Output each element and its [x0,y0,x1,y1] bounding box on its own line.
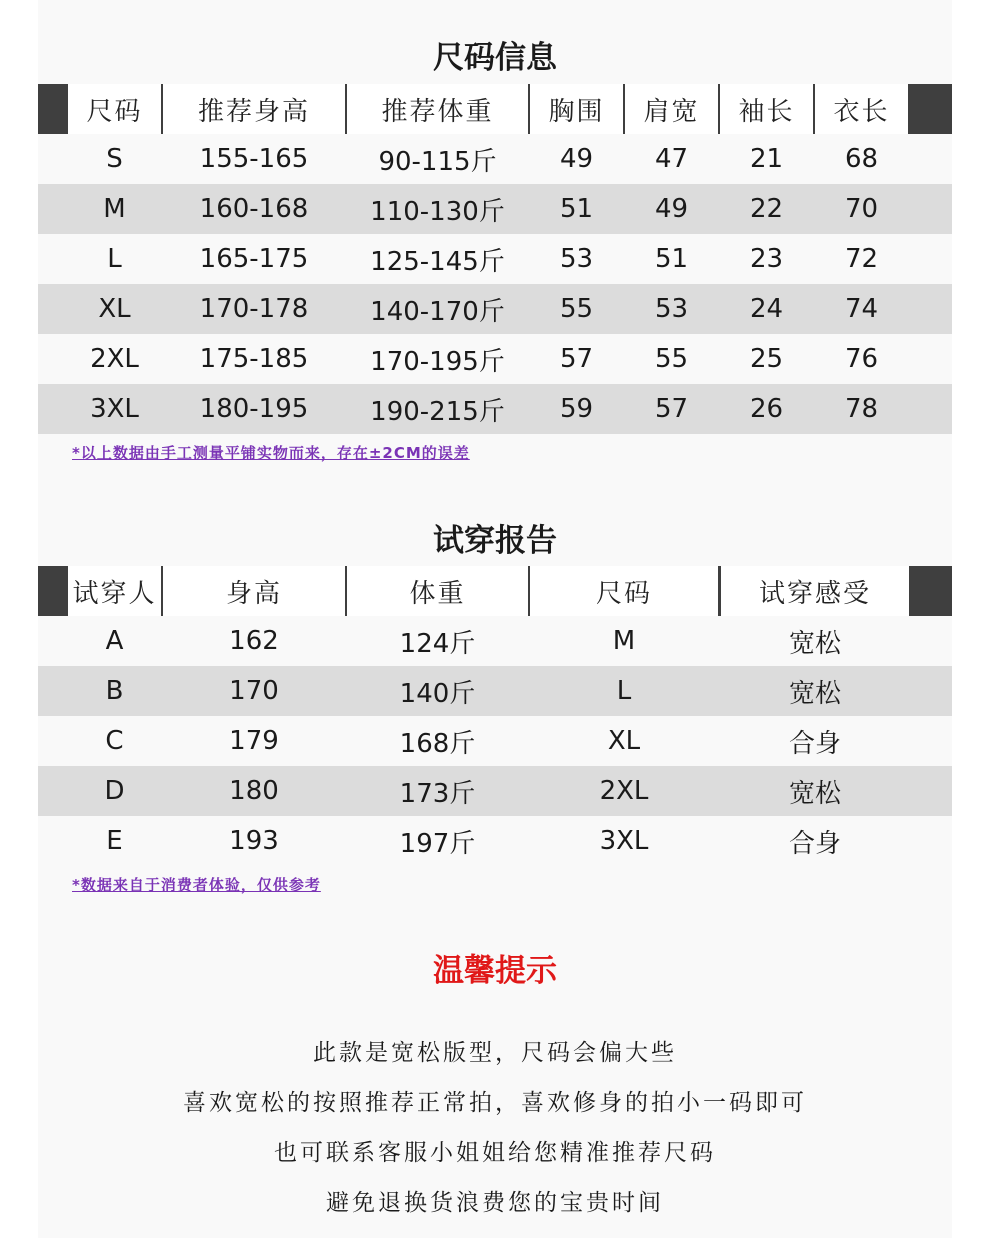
tip-line: 避免退换货浪费您的宝贵时间 [326,1190,664,1216]
size-cell: 57 [654,394,689,424]
try-on-row [38,816,952,866]
size-cell: 175-185 [199,344,309,374]
try-on-cell: 124斤 [399,628,476,659]
tip-line: 此款是宽松版型，尺码会偏大些 [313,1040,677,1066]
size-cell: 90-115斤 [378,146,497,177]
size-cell: 170-178 [199,294,309,324]
size-cell: L [107,244,122,274]
size-cell: 165-175 [199,244,309,274]
try-on-row [38,666,952,716]
size-cell: 70 [844,194,879,224]
try-on-cell: 宽松 [788,628,841,659]
measurement-note: *以上数据由手工测量平铺实物而来，存在±2CM的误差 [72,444,470,462]
size-cell: 21 [749,144,784,174]
try-on-header-size: 尺码 [530,566,718,616]
try-on-cell: 170 [229,676,279,706]
try-on-row [38,766,952,816]
size-cell: 68 [844,144,879,174]
try-on-cell: XL [607,726,641,756]
try-on-cell: 2XL [599,776,649,806]
try-on-header-weight: 体重 [347,566,528,616]
try-on-header-person: 试穿人 [68,566,161,616]
size-cell: 3XL [90,394,139,424]
try-on-cell: L [616,676,632,706]
size-cell: 49 [559,144,594,174]
size-row [38,384,952,434]
size-row [38,284,952,334]
size-cell: 53 [559,244,594,274]
try-on-cell: 宽松 [788,778,841,809]
size-cell: 72 [844,244,879,274]
size-cell: S [106,144,123,174]
size-row [38,134,952,184]
size-header-shoulder: 肩宽 [625,84,718,134]
size-cell: 53 [654,294,689,324]
size-cell: 160-168 [199,194,309,224]
try-on-cell: A [105,626,124,656]
tips-title: 温馨提示 [433,953,557,989]
try-on-cell: 140斤 [399,678,476,709]
size-cell: 155-165 [199,144,309,174]
size-cell: M [103,194,126,224]
size-cell: 47 [654,144,689,174]
size-cell: 180-195 [199,394,309,424]
size-cell: 110-130斤 [370,196,505,227]
size-cell: 140-170斤 [370,296,505,327]
size-cell: 25 [749,344,784,374]
size-cell: 57 [559,344,594,374]
size-cell: XL [98,294,131,324]
try-on-cell: 179 [229,726,279,756]
size-cell: 190-215斤 [370,396,505,427]
try-on-table-header [38,566,952,616]
size-cell: 2XL [90,344,139,374]
try-on-row [38,716,952,766]
size-header-chest: 胸围 [530,84,623,134]
size-row [38,184,952,234]
size-row [38,234,952,284]
tip-line: 也可联系客服小姐姐给您精准推荐尺码 [274,1140,716,1166]
size-cell: 76 [844,344,879,374]
try-on-cell: 193 [229,826,279,856]
size-cell: 23 [749,244,784,274]
try-on-header-feel: 试穿感受 [721,566,909,616]
size-cell: 170-195斤 [370,346,505,377]
consumer-note: *数据来自于消费者体验，仅供参考 [72,876,321,894]
size-info-title: 尺码信息 [433,40,557,76]
try-on-cell: 合身 [788,828,841,859]
size-cell: 59 [559,394,594,424]
size-header-height: 推荐身高 [163,84,345,134]
try-on-cell: 合身 [788,728,841,759]
size-cell: 51 [654,244,689,274]
size-cell: 55 [654,344,689,374]
try-on-cell: 3XL [599,826,649,856]
tip-line: 喜欢宽松的按照推荐正常拍，喜欢修身的拍小一码即可 [183,1090,807,1116]
try-on-cell: 180 [229,776,279,806]
try-on-cell: 宽松 [788,678,841,709]
size-cell: 51 [559,194,594,224]
try-on-cell: B [105,676,124,706]
size-header-size: 尺码 [68,84,161,134]
try-on-cell: 173斤 [399,778,476,809]
size-cell: 49 [654,194,689,224]
size-row [38,334,952,384]
size-header-length: 衣长 [815,84,908,134]
try-on-cell: 162 [229,626,279,656]
try-on-row [38,616,952,666]
try-on-cell: D [104,776,125,806]
try-on-cell: E [106,826,123,856]
try-on-header-height: 身高 [163,566,345,616]
try-on-cell: 168斤 [399,728,476,759]
size-cell: 22 [749,194,784,224]
size-cell: 125-145斤 [370,246,505,277]
try-on-title: 试穿报告 [433,523,557,559]
size-header-sleeve: 袖长 [720,84,813,134]
try-on-cell: M [612,626,636,656]
size-cell: 26 [749,394,784,424]
size-cell: 55 [559,294,594,324]
try-on-cell: 197斤 [399,828,476,859]
size-cell: 78 [844,394,879,424]
try-on-cell: C [105,726,124,756]
size-cell: 24 [749,294,784,324]
size-table-header [38,84,952,134]
size-cell: 74 [844,294,879,324]
size-header-weight: 推荐体重 [347,84,528,134]
